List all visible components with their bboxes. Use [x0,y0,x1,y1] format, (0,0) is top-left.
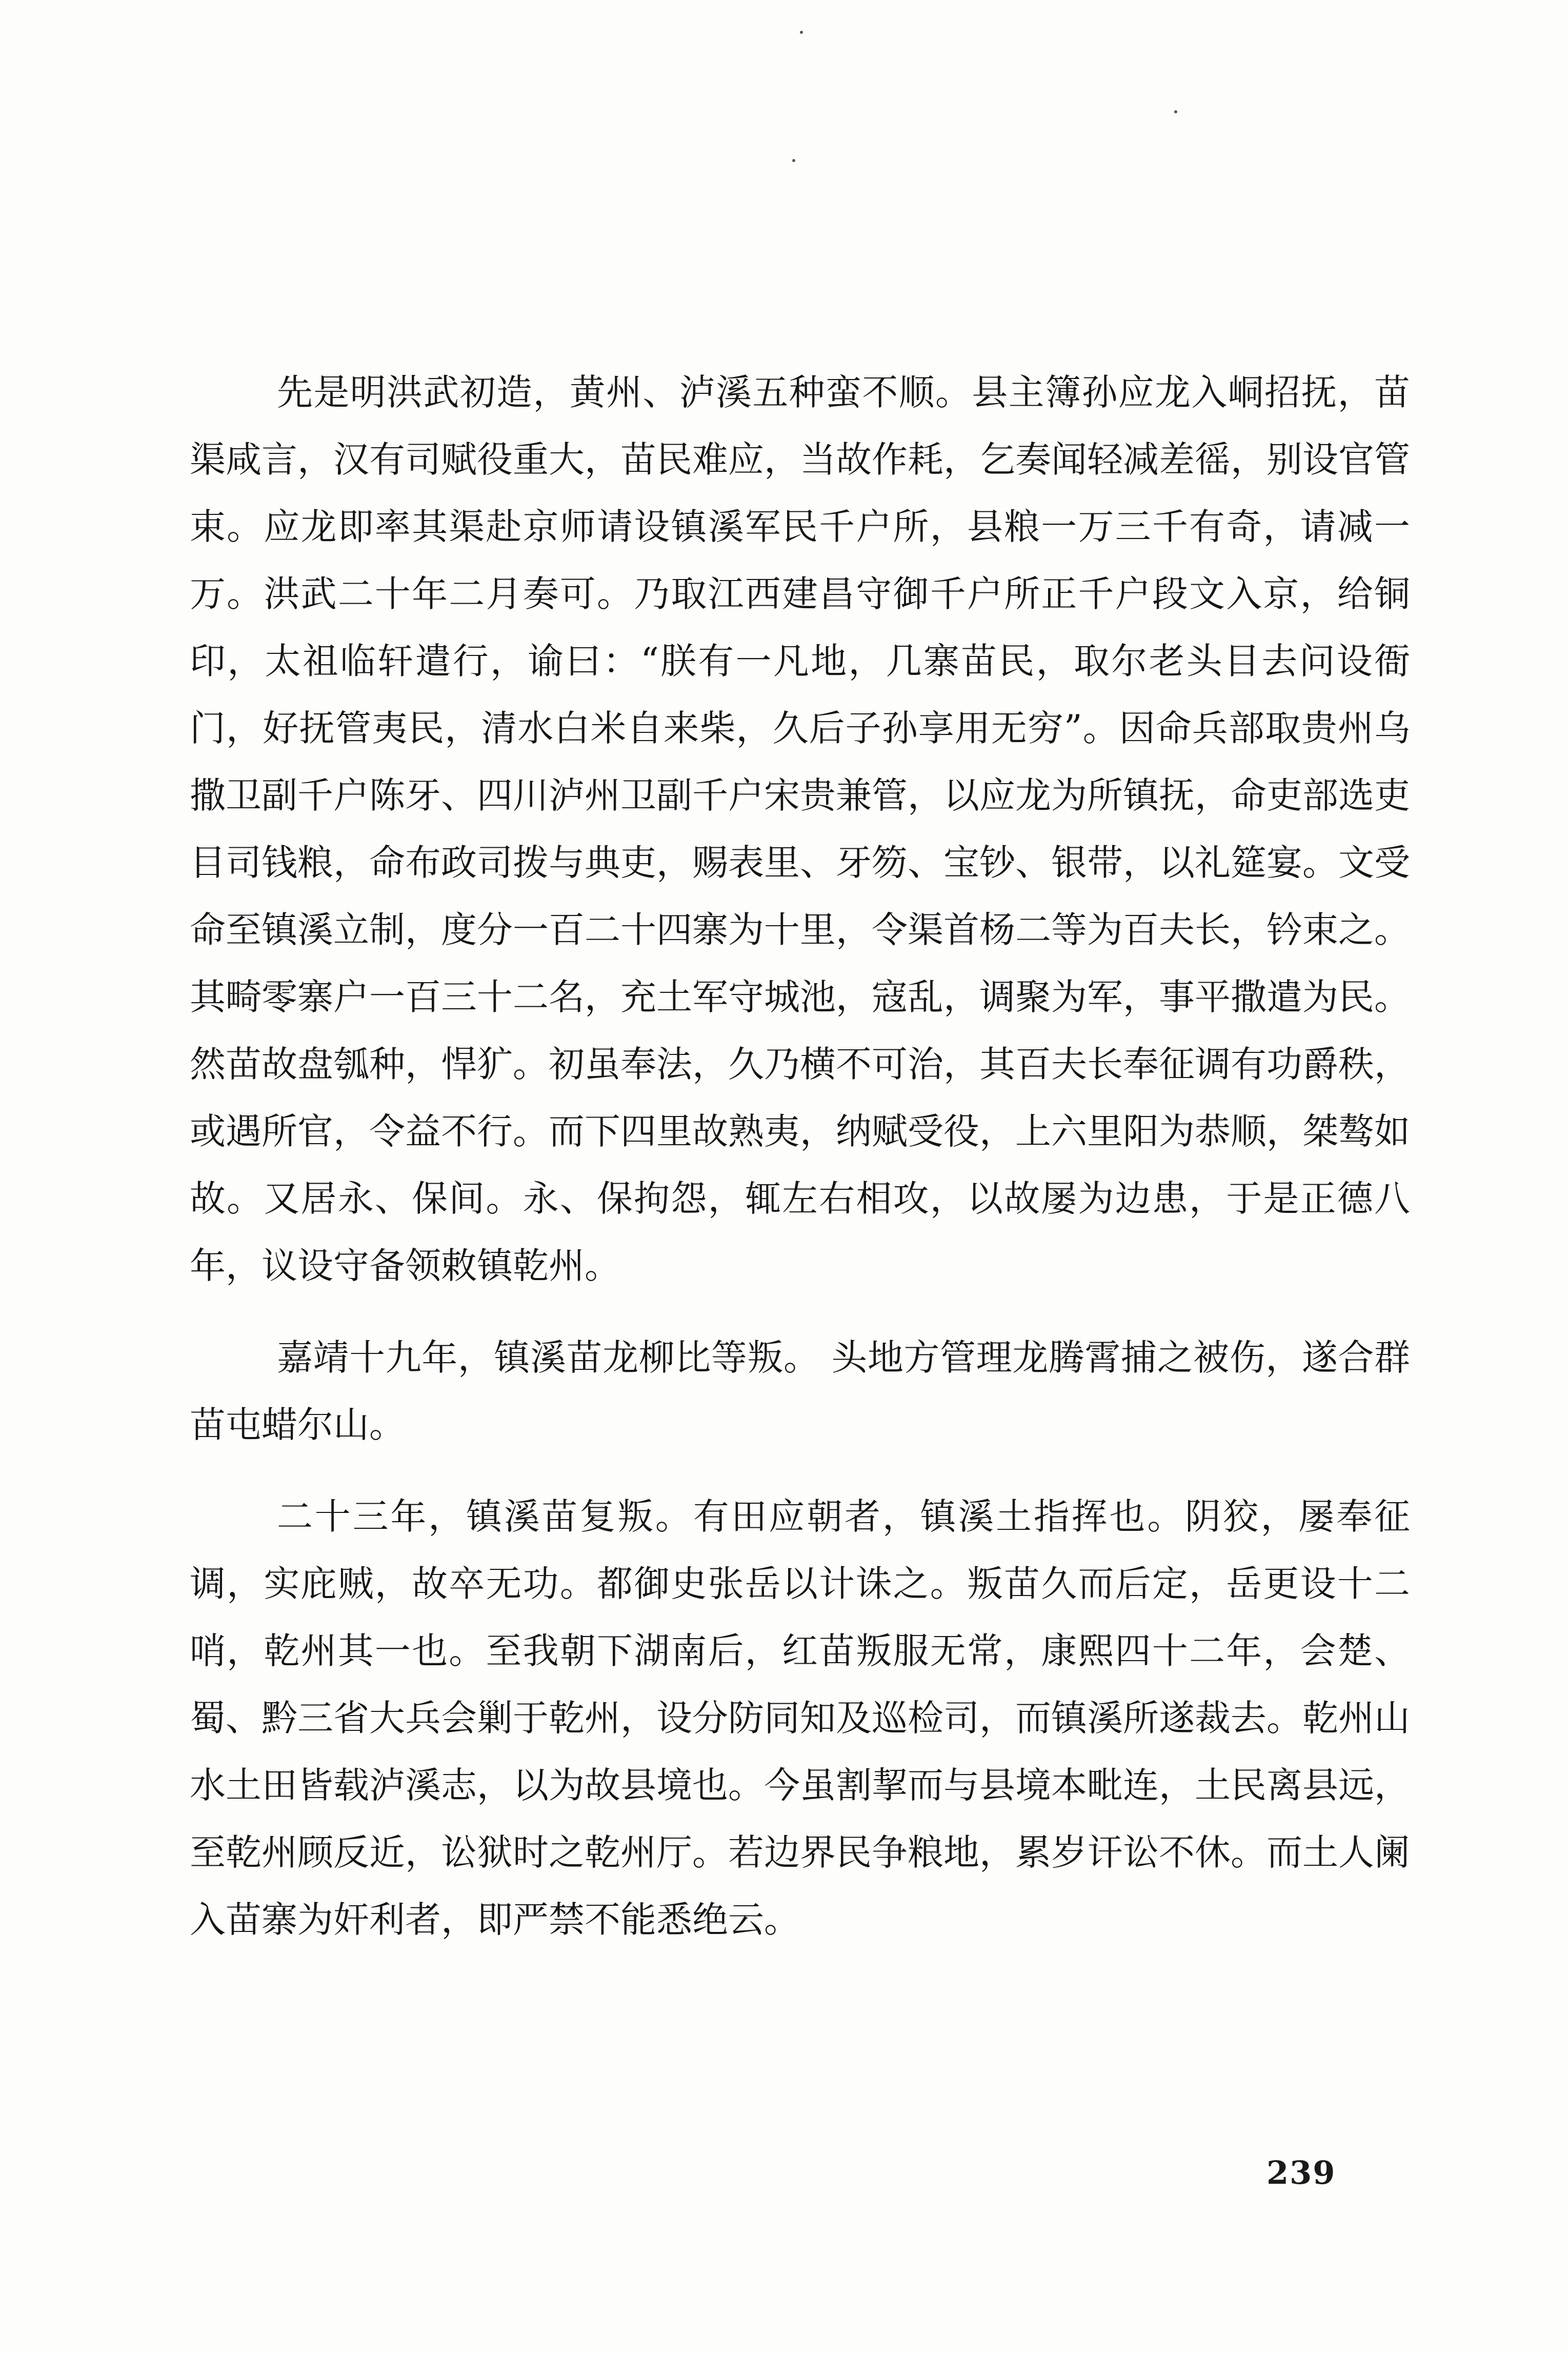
paragraph-3: 二十三年，镇溪苗复叛。有田应朝者，镇溪土指挥也。阴狡，屡奉征调，实庇贼，故卒无功。都御史张岳以计诛之。叛苗久而后定，岳更设十二哨，乾州其一也。至我朝下湖南后，红苗叛服无常，康熙四十二年，会楚、蜀、黔三省大兵会剿于乾州，设分防同知及巡检司，而镇溪所遂裁去。乾州山水土田皆载泸溪志，以为故县境也。今虽割挈而与县境本毗连，土民离县远，至乾州顾反近，讼狱时之乾州厅。若边界民争粮地，累岁讦讼不休。而土人阑入苗寨为奸利者，即严禁不能悉绝云。 [190,1495,1410,1941]
paragraph-2: 嘉靖十九年，镇溪苗龙柳比等叛。 头地方管理龙腾霄捕之被伤，遂合群苗屯蜡尔山。 [190,1337,1410,1446]
main-text [190,359,1410,1953]
paragraph-1: 先是明洪武初造，黄州、泸溪五种蛮不顺。县主簿孙应龙入峒招抚，苗渠咸言，汉有司赋役重大，苗民难应，当故作耗，乞奏闻轻减差徭，别设官管束。应龙即率其渠赴京师请设镇溪军民千户所，县粮一万三千有奇，请减一万。洪武二十年二月奏可。乃取江西建昌守御千户所正千户段文入京，给铜印，太祖临轩遣行，谕曰：“朕有一凡地，几寨苗民，取尔老头目去问设衙门，好抚管夷民，清水白米自来柴，久后子孙享用无穷”。因命兵部取贵州乌撒卫副千户陈牙、四川泸州卫副千户宋贵兼管，以应龙为所镇抚，命吏部选吏目司钱粮，命布政司拨与典吏，赐表里、牙笏、宝钞、银带，以礼筵宴。文受命至镇溪立制，度分一百二十四寨为十里，令渠首杨二等为百夫长，钤束之。其畸零寨户一百三十二名，充土军守城池，寇乱，调聚为军，事平撒遣为民。然苗故盘瓠种，悍犷。初虽奉法，久乃横不可治，其百夫长奉征调有功爵秩，或遇所官，令益不行。而下四里故熟夷，纳赋受役，上六里阳为恭顺，桀骜如故。又居永、保间。永、保拘怨，辄左右相攻，以故屡为边患，于是正德八年，议设守备领敕镇乾州。 [190,371,1410,1287]
print-speck [792,159,795,162]
page-number: 239 [1267,2154,1336,2191]
print-speck [800,31,803,34]
print-speck [1174,110,1177,113]
